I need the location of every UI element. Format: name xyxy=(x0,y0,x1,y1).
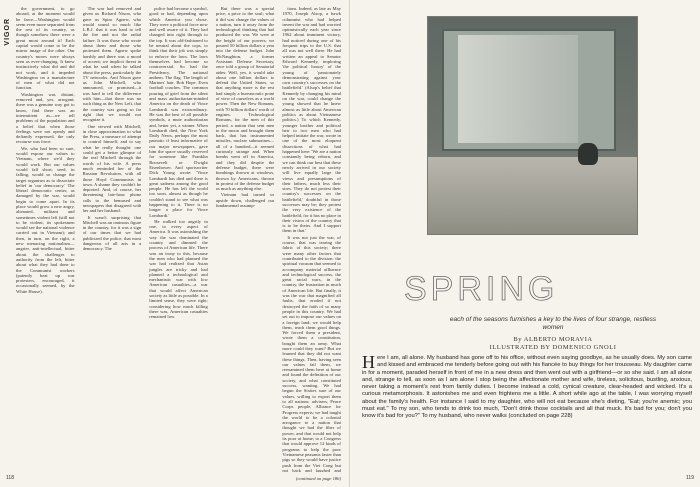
author-credit: By ALBERTO MORAVIA xyxy=(513,336,593,343)
illustration xyxy=(427,16,638,235)
cat-figure xyxy=(578,143,598,165)
continued-note: (continued on page 186) xyxy=(295,476,341,481)
column-paragraph: He walked too angrily in one, to every aspect of America. It was astonishing the way the war dominated the country and dimmed the process of American life. There was an irony to this, because the men who had planned the war had realized that Asian jungles are tricky and had planned a technological and mechanistic war with low American casualties—a war that would affect American society as little as possible. In a limited sense, they were right; considering how much killing there was, American casualties remained low. xyxy=(149,218,208,320)
column-paragraph: the government, to go aboard, at the moment would be farce—Washington would seem even more separated from the rest of its country, as though somehow there were a great moat around it! Each capital would come to be the mirror image of the other. Our country's mores were always seen as ever-changing. It knew instinctively what did and did not work, and it impeded Washington on a manufacture of men of what did not function. xyxy=(16,6,75,91)
column-paragraph: But there was a special price, a price to the soul; what it did was change the values of a nation, turn it away from the technological thinking that had produced the war. We were at the height of our powers; we poured 50 billion dollars a year into the defense budget. John McNaughton, a former Assistant Defense Secretary, once told a group of Senatorial aides: Well, yes, it would take about one billion dollars to defend the United States, so that anything more is the rest had simply a bureaucratic point of view of ourselves as a world power. Then the New Romans, with 70 billion dollars' worth of engines. Technological Romans, for the men of this period, a nation that sent men to the moon and brought them back, that has instrumented missiles, nuclear submarines—all of a hundred—it seemed curiously strange and. When bombs went off in America, and they did despite the defense budget, there were bombings thrown at windows, thrown by Americans, thrown in protest of the defense budget as much as anything else. xyxy=(215,6,275,192)
section-sidebar-label: VIGOR xyxy=(4,18,11,46)
story-subtitle: each of the seasons furnishes a key to the lives of four strange, restless women xyxy=(449,316,657,331)
illustrator-credit: ILLUSTRATED BY DOMENICO GNOLI xyxy=(489,344,617,351)
column-paragraph: police had become a symbol, good or bad, depending upon which America you chose. They were a political force now and well aware of it. They had changed into right through to the top. It was old-fashioned to be neutral about the cops, to think that their job was simply to enforce the laws. The laws themselves had become so controversial. So had the Presidency. The national anthem. The flag. The length of Marines' hair. Bob Hope. Even football coaches. The common pouring of grief from the silent and mass authoritarian-minded America on the death of Vince Lombardi was extraordinary. He was the best of all possible symbols, a mute authoritarian and, better yet, a winner. When Lombardi died, the New York Daily News, perhaps the most patriotic if least informative of our major newspapers, gave him the space usually reserved for someone like Franklin Roosevelt or Dwight Eisenhower. And sportswriter Dick Young wrote: 'Vince Lombardi has died and there is great sadness among the good people. He has left the world too soon, almost as though he couldn't stand to see what was happening to it. There is no longer a place for Vince Lombardi.' xyxy=(149,6,208,218)
article-columns xyxy=(16,6,341,472)
page-number-left: 118 xyxy=(6,475,14,481)
column-paragraph: One viewed with Mitchell, in close approximation to what the Press, a measure of attempt to control himself, and to say what he really thought: one could get a better glimpse of the real Mitchell through the words of his wife. A press much reminded her of the Russian Revolution, with all those Hoyd Communists in town. A shame they couldn't be deported. And, of course, her threatening late-hour phone calls to the bemused and newspapers that disagreed with her and her husband. xyxy=(82,123,142,214)
column-paragraph: tions. Indeed, as late as May 1970, Joseph Alsop, a hawk columnist who had helped invent the war and had worried optimistically each year since 1962 about imminent victory, had noticed during one of his frequent trips to the U.S. that all was not well there. He had written an appeal to Senator Edward Kennedy, imploring 'the political luxury' of the young of 'passionately demonstrating against your own country's successes on the battlefield.' (Alsop's belief that Kennedy by changing his mind on the war, could change the young showed that he knew almost as little about American politics as about Vietnamese politics.) To which Kennedy, younger brother and political heir to two men who had helped initiate the war, wrote in one of the most eloquent dissections of what had happened here: 'We are a nation constantly being reborn, and we can think our best that these newly arrived in our society will live equally large the views and presumptions of their fathers, much less their sires. They do not protest their country's successes on the battlefield,' doubtful in those successes may be; they protest the very existence of the battlefield, for it has no place in their vision of the country that is to be theirs. And I support them in that.' xyxy=(282,6,341,234)
article-column-5 xyxy=(282,6,341,472)
article-column-2 xyxy=(83,6,142,472)
column-paragraph: Vietnam had turned us upside down, challenged our fundamental assump- xyxy=(215,192,275,208)
drop-cap: H xyxy=(362,352,375,372)
story-body xyxy=(362,352,692,421)
column-paragraph: It was not just the war, of course, that was tearing the fabric of this society; there were many other factors that contributed to the division: the spiritual vacuum that seemed to accompany material affluence and technological success, the great racial wars, in the country, the frustration in much of American life. But finally, it was the war that magnified all faults, that eroded if not destroyed the faith of so many people in this country. We had set out to impose our values on a foreign land; we would help them, teach them good things. We forced them a president, wrote them a constitution, bought them an army. What more could they want? But we learned that they did not want these things. Then, having seen our values fail them, we reexamined them here at home and found the definition of our society, and what constituted success, wanting. We had begun the Sixties sure of our values, willing to export them to all nations: advisers, Peace Corps people, Alliance for Progress experts; we had taught the world to be a colonial arrogance to a nation that thought we had the fiber of power, and that would not help its poor at home; to a Congress that would approve 12 kinds of programs to help the poor Vietnamese peasants faster than pigs so they would have justice push from the Viet Cong but not back and laughed and xyxy=(282,234,341,472)
column-paragraph: It wasn't surprising that Mitchell was an ominous figure in the country, for it was a sign of our times that we had publicized the police, that most dangerous of all arts in a democracy. The xyxy=(82,214,142,252)
story-text: ere I am, all alone. My husband has gone off to his office, without even saying goodbye, as he usually does. My son came and kissed and embraced me tenderly before going out with his fiancée to buy things for her trousseau. My daughter came in for a moment, paraded herself in front of me in a new dress and then went out with a girlfriend—or so she said. I am all alone and, strange to tell, as soon as I am alone I stop being the affectionate mother and wife, tireless, solicitous, bustling, anxious, never taking a moment's rest from family duties. I become instead a cold, cynical creature, clear-headed and wicked. It's a curious metamorphosis. It astonishes me and even frightens me a little. A short while ago at the table, I was worrying myself about the family's health. For instance I said to my daughter, who will not eat because she's dieting, "Eat; you're anemic; you must eat." To my son, who tends to drink too much, "Don't drink those cocktails and all that muck. It's bad for you; don't you know it's bad for you?" To my husband, who never walks xyxy=(362,355,692,420)
curtain xyxy=(458,35,578,143)
story-continued-note: (concluded on page 228) xyxy=(508,413,573,420)
bedspread xyxy=(428,157,637,234)
article-column-4 xyxy=(216,6,275,472)
story-title: SPRING xyxy=(404,270,559,308)
column-paragraph: The war had removed and given us Richard Nixon, who gave us Spiro Agnew, who would sound so much like L.B.J. that it was hard to tell the fire and not the radial failure. It was those who wrote about them and those who protested them. Agnew spoke harshly and there was a mood of accent; we implicit threat in what he said when he talked about the press, particularly the TV networks. And Nixon gave us John Mitchell, who announced, or promised—it was hard to tell the difference with him—that there was no such thing as the New Left, that the country was going so far right that we would not recognize it. xyxy=(82,6,142,123)
article-column-3 xyxy=(149,6,208,472)
column-paragraph: Washington was distant, removed and, yes, arrogant; there was a genuine way got to know, find there was an intermittent as—we tell problems of the population and a belief that when those feelings were not openly and defiantly expressed, the only recourse was force. xyxy=(16,91,75,145)
page-number-right: 119 xyxy=(686,475,694,481)
column-paragraph: We, who had been so sure, would expose our values to Vietnam, where we'd they would work. But our values would fall short; seed, in falling, would so change the target organism as to dissociate belief in 'our democracy.' The liberal democratic center, as damaged by the war, would begin to come apart. In its place would grow a new angry, alienated, militant and sometimes violent left (still not to be violent, its spokesmen would see the national violence carried out in Vietnam); and then, in turn, on the right, a new menacing nationalism—angrier, anti-intellectual, bitter about the challenges to authority from the left, bitter about what they had done to the Communist workers (patently beat up war protesters, encouraged, it occasionally seemed, by the White House). xyxy=(16,145,75,294)
article-column-1 xyxy=(16,6,75,472)
story-byline xyxy=(448,336,658,352)
